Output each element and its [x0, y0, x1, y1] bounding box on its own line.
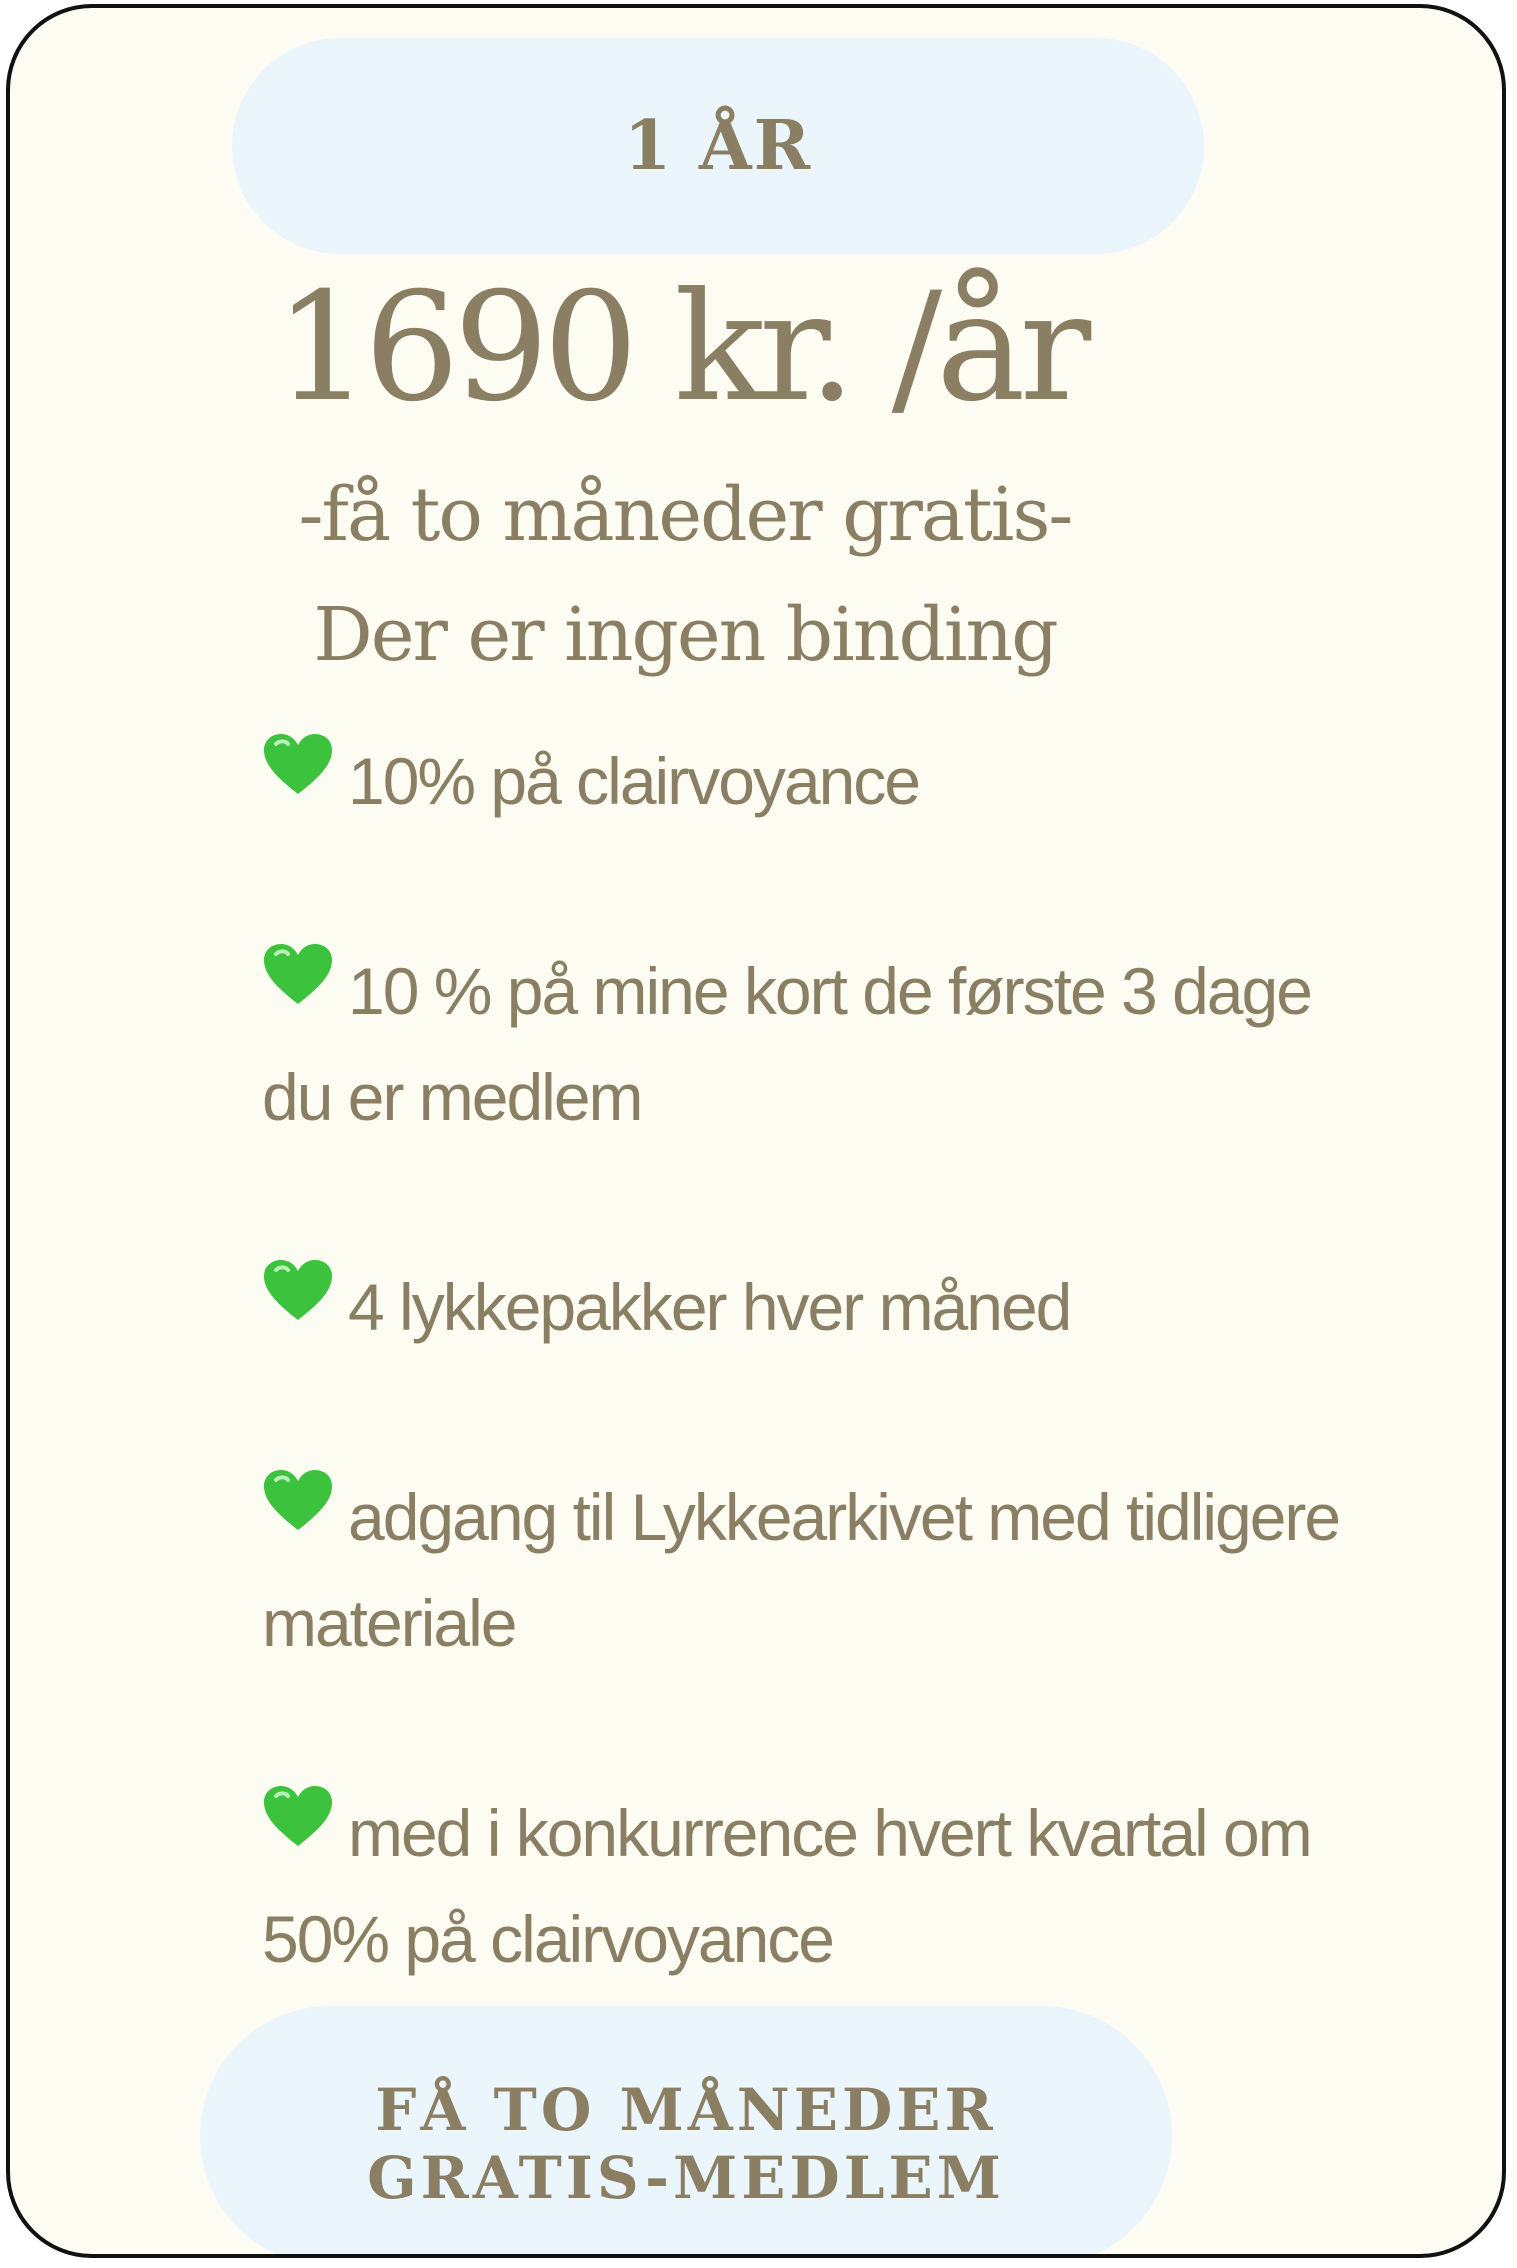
feature-text: adgang til Lykkearkivet med tidligere materiale [262, 1480, 1340, 1660]
feature-item [262, 728, 1342, 834]
get-free-membership-button[interactable] [200, 2006, 1172, 2258]
feature-text: 10 % på mine kort de første 3 dage du er medlem [262, 954, 1311, 1134]
subtitle-free-months: -få to måneder gratis- [298, 472, 1072, 558]
period-badge [232, 38, 1204, 254]
feature-item [262, 1780, 1342, 1992]
green-heart-icon [262, 942, 334, 1008]
pricing-card [6, 4, 1506, 2258]
green-heart-icon [262, 1258, 334, 1324]
feature-item [262, 1254, 1342, 1360]
price: 1690 kr. /år [274, 261, 1086, 435]
green-heart-icon [262, 732, 334, 798]
feature-text: med i konkurrence hvert kvartal om 50% på clairvoyance [262, 1796, 1311, 1976]
cta-line-2: GRATIS-MEDLEM [367, 2144, 1005, 2212]
feature-list [262, 728, 1342, 2096]
green-heart-icon [262, 1468, 334, 1534]
feature-text: 4 lykkepakker hver måned [348, 1270, 1071, 1344]
feature-item [262, 1464, 1342, 1676]
cta-line-1: FÅ TO MÅNEDER [375, 2076, 997, 2144]
subtitle-no-binding: Der er ingen binding [313, 592, 1057, 678]
feature-item [262, 938, 1342, 1150]
period-label: 1 ÅR [623, 106, 813, 186]
feature-text: 10% på clairvoyance [348, 744, 920, 818]
green-heart-icon [262, 1784, 334, 1850]
